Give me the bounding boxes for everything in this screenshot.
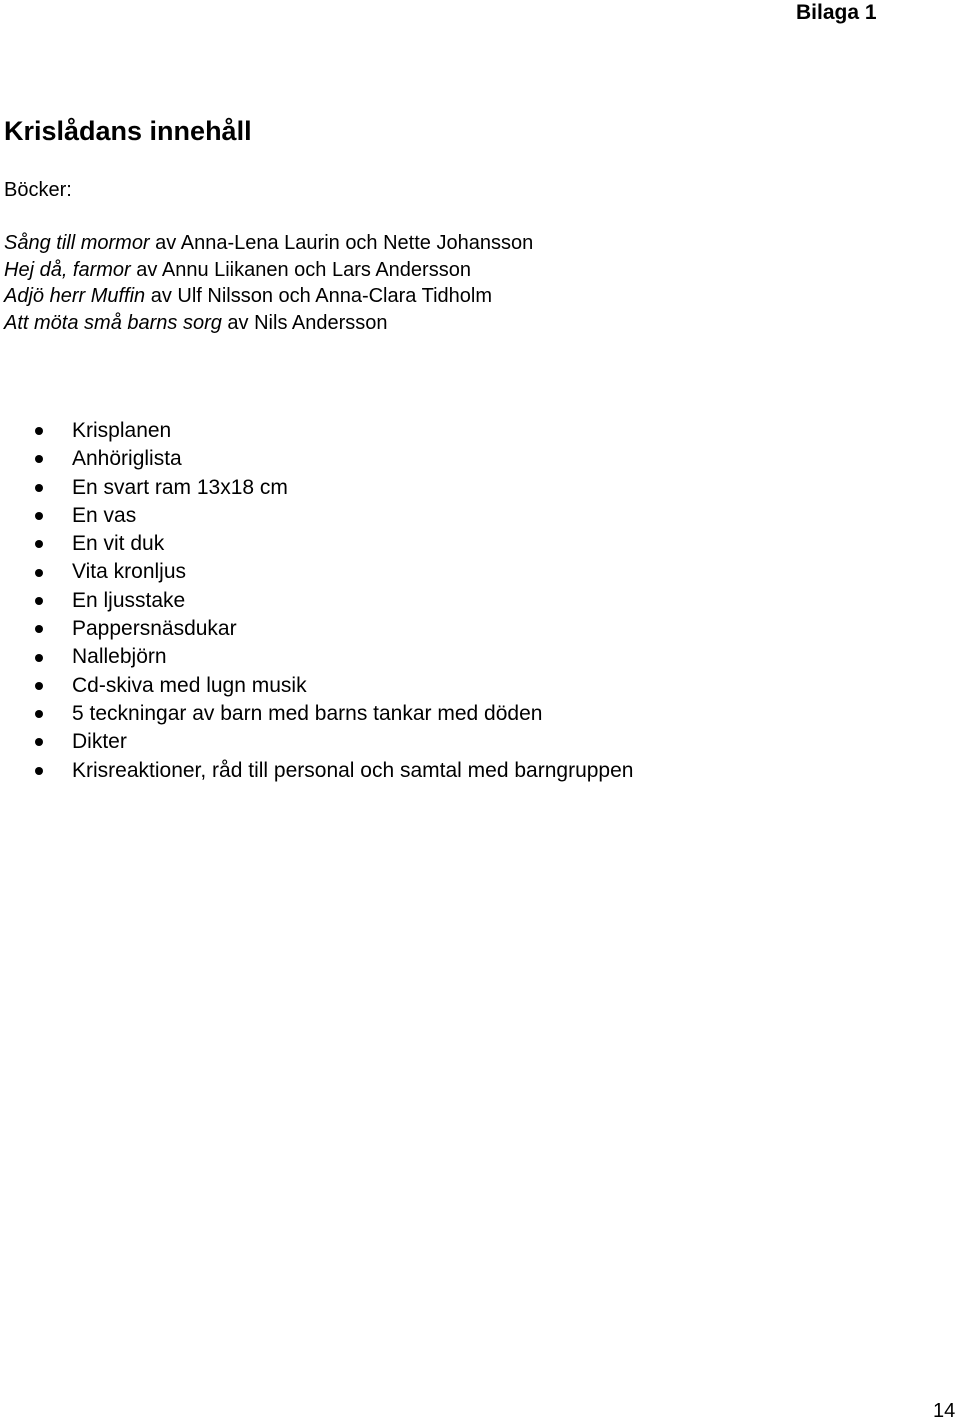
list-item xyxy=(0,615,633,643)
list-item xyxy=(0,587,633,615)
book-title: Sång till mormor xyxy=(4,232,150,254)
list-item-text: En ljusstake xyxy=(72,588,186,612)
list-item-text: 5 teckningar av barn med barns tankar med döden xyxy=(72,701,543,725)
list-item-text: Dikter xyxy=(72,730,127,754)
book-title: Att möta små barns sorg xyxy=(4,311,222,334)
list-item xyxy=(0,530,633,558)
books-heading: Böcker: xyxy=(4,179,72,201)
bullet-icon xyxy=(35,597,43,605)
list-item-text: En vit duk xyxy=(72,532,165,556)
contents-list xyxy=(0,417,633,785)
bullet-icon xyxy=(35,682,43,690)
bullet-icon xyxy=(35,767,43,775)
bullet-icon xyxy=(35,738,43,746)
page-number: 14 xyxy=(933,1400,956,1422)
list-item xyxy=(0,417,633,445)
list-item xyxy=(0,474,633,502)
bullet-icon xyxy=(35,455,43,463)
list-item xyxy=(0,502,633,530)
list-item-text: Nallebjörn xyxy=(72,645,167,669)
book-list xyxy=(4,230,533,336)
page-title: Krislådans innehåll xyxy=(4,116,252,146)
book-entry xyxy=(4,257,533,284)
book-authors: av Anna-Lena Laurin och Nette Johansson xyxy=(149,232,534,254)
list-item-text: Krisplanen xyxy=(72,419,172,442)
book-entry xyxy=(4,310,533,337)
list-item xyxy=(0,672,633,700)
book-entry xyxy=(4,230,533,257)
book-authors: av Nils Andersson xyxy=(221,311,388,334)
bullet-icon xyxy=(35,540,43,548)
list-item-text: Krisreaktioner, råd till personal och samtal med barngruppen xyxy=(72,758,634,782)
bullet-icon xyxy=(35,654,43,662)
list-item-text: Vita kronljus xyxy=(72,560,187,584)
list-item xyxy=(0,558,633,586)
appendix-label: Bilaga 1 xyxy=(796,1,877,24)
bullet-icon xyxy=(35,569,43,577)
book-authors: av Ulf Nilsson och Anna-Clara Tidholm xyxy=(145,285,492,307)
book-title: Hej då, farmor xyxy=(4,258,131,281)
bullet-icon xyxy=(35,484,43,492)
book-entry xyxy=(4,283,533,310)
list-item xyxy=(0,445,633,473)
list-item-text: Pappersnäsdukar xyxy=(72,617,237,641)
list-item-text: En svart ram 13x18 cm xyxy=(72,475,288,499)
list-item-text: Anhöriglista xyxy=(72,447,182,471)
bullet-icon xyxy=(35,512,43,520)
list-item xyxy=(0,643,633,671)
list-item-text: En vas xyxy=(72,503,137,527)
list-item xyxy=(0,757,633,785)
book-authors: av Annu Liikanen och Lars Andersson xyxy=(130,258,471,281)
bullet-icon xyxy=(35,710,43,718)
book-title: Adjö herr Muffin xyxy=(4,285,146,307)
bullet-icon xyxy=(35,427,43,435)
list-item xyxy=(0,700,633,728)
bullet-icon xyxy=(35,625,43,633)
list-item-text: Cd-skiva med lugn musik xyxy=(72,673,307,697)
list-item xyxy=(0,728,633,756)
